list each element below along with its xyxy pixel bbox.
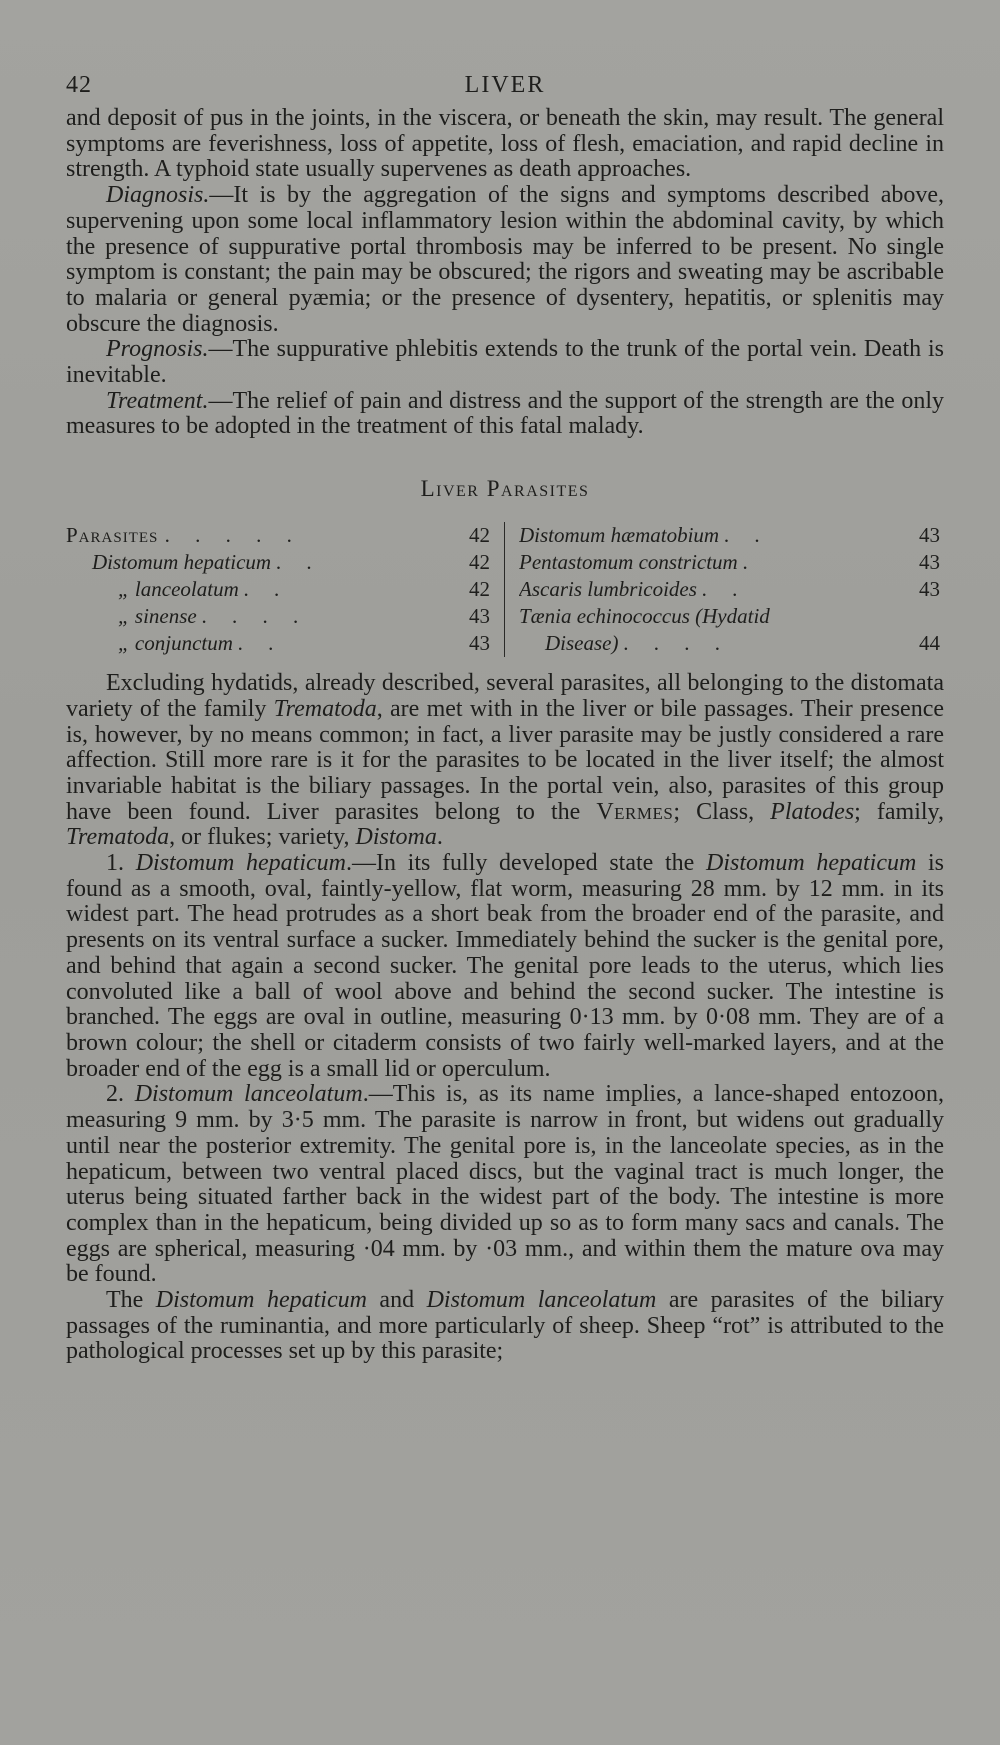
contents-entry	[519, 603, 940, 630]
contents-entry	[66, 630, 490, 657]
contents-table	[66, 522, 944, 657]
intro-text	[66, 106, 944, 440]
contents-entry	[66, 576, 490, 603]
contents-label: Tænia echinococcus (Hydatid	[519, 604, 770, 629]
paragraph-lead: Prognosis.	[106, 336, 209, 363]
contents-page	[906, 603, 940, 630]
paragraph-lead: Treatment.	[106, 387, 209, 414]
contents-entry	[66, 603, 490, 630]
contents-page: 42	[469, 523, 490, 548]
contents-entry	[519, 576, 940, 603]
contents-label: „ lanceolatum . .	[118, 577, 290, 602]
contents-entry	[519, 549, 940, 576]
contents-entry	[66, 522, 490, 549]
paragraph-lead: Diagnosis.	[106, 182, 210, 209]
contents-label: „ conjunctum . .	[118, 631, 284, 656]
paragraph-distomum-lanceolatum: 2. Distomum lanceolatum.—This is, as its name implies, a lance-shaped entozoon, measuring 9 mm. by 3·5 mm. The parasite is narrow in front, but widens out gradually until near the posterior extremity. The genital pore is, in the lanceolate species, as in the hepaticum, between two ventral placed discs, but the vaginal tract is much longer, the uterus being situated farther back in the widest part of the body. The intestine is more complex than in the hepaticum, being divided up so as to form many sacs and canals. The eggs are spherical, measuring ·04 mm. by ·03 mm., and within them the mature ova may be found.	[66, 1081, 945, 1288]
contents-page: 42	[469, 577, 490, 602]
paragraph-prognosis	[66, 337, 944, 388]
paragraph-diagnosis	[66, 183, 944, 337]
running-head: LIVER	[464, 72, 546, 98]
contents-page: 42	[469, 550, 490, 575]
paragraph-overview: Excluding hydatids, already described, several parasites, all belonging to the distomata variety of the family Trematoda, are met with in the liver or bile passages. Their presence is, however, by no means common; in fact, a liver parasite may be justly considered a rare affection. Still more rare is it for the parasites to be located in the liver itself; the almost invariable habitat is the biliary passages. In the portal vein, also, parasites of this group have been found. Liver parasites belong to the Vermes; Class, Platodes; family, Trematoda, or flukes; variety, Distoma.	[66, 670, 945, 851]
contents-entry	[519, 630, 940, 657]
paragraph-treatment	[66, 389, 944, 440]
contents-column-right	[505, 522, 944, 657]
main-text	[66, 671, 944, 1365]
contents-page: 43	[919, 523, 940, 548]
page-header	[66, 66, 944, 106]
contents-label: Pentastomum constrictum .	[519, 550, 759, 575]
contents-column-left	[66, 522, 505, 657]
contents-label: Distomum hepaticum . .	[92, 550, 323, 575]
paragraph-text: —The suppurative phlebitis extends to the trunk of the portal vein. Death is inevitable.	[66, 336, 944, 389]
contents-entry	[66, 549, 490, 576]
contents-label: Disease) . . . .	[545, 631, 731, 656]
paragraph-distomum-hepaticum: 1. Distomum hepaticum.—In its fully developed state the Distomum hepaticum is found as a smooth, oval, faintly-yellow, flat worm, measuring 28 mm. by 12 mm. in its widest part. The head protrudes as a short beak from the broader end of the parasite, and presents on its ventral surface a sucker. Immediately behind the sucker is the genital pore, and behind that again a second sucker. The genital pore leads to the uterus, which lies convoluted like a ball of wool above and behind the second sucker. The intestine is branched. The eggs are oval in outline, measuring 0·13 mm. by 0·08 mm. They are of a brown colour; the shell or citaderm consists of two fairly well-marked layers, and at the broader end of the egg is a small lid or operculum.	[66, 850, 945, 1082]
contents-label: Parasites . . . . .	[66, 523, 302, 548]
contents-label: Distomum hæmatobium . .	[519, 523, 771, 548]
paragraph-text: —It is by the aggregation of the signs and symptoms described above, supervening upon some local inflammatory lesion within the abdominal cavity, by which the presence of suppurative portal thrombosis may be inferred to be present. No single symptom is constant; the pain may be obscured; the rigors and sweating may be ascribable to malaria or general pyæmia; or the presence of dysentery, hepatitis, or splenitis may obscure the diagnosis.	[66, 182, 944, 337]
page-number: 42	[66, 72, 92, 98]
paragraph-text: —The relief of pain and distress and the support of the strength are the only measures to be adopted in the treatment of this fatal malady.	[66, 387, 944, 440]
contents-page: 43	[919, 577, 940, 602]
contents-label: „ sinense . . . .	[118, 604, 309, 629]
contents-page: 43	[919, 550, 940, 575]
contents-page: 43	[469, 631, 490, 656]
contents-page: 44	[919, 631, 940, 656]
section-title: Liver Parasites	[420, 476, 590, 502]
paragraph-hosts: The Distomum hepaticum and Distomum lanceolatum are parasites of the biliary passages of the ruminantia, and more particularly of sheep. Sheep “rot” is attributed to the pathological processes set up by this parasite;	[66, 1287, 944, 1365]
contents-entry	[519, 522, 940, 549]
paragraph-text: and deposit of pus in the joints, in the viscera, or beneath the skin, may result. The general symptoms are feverishness, loss of appetite, loss of flesh, emaciation, and rapid decline in strength. A typhoid state usually supervenes as death approaches.	[66, 105, 944, 183]
contents-label: Ascaris lumbricoides . .	[519, 577, 748, 602]
paragraph-symptoms	[66, 106, 944, 183]
contents-page: 43	[469, 604, 490, 629]
